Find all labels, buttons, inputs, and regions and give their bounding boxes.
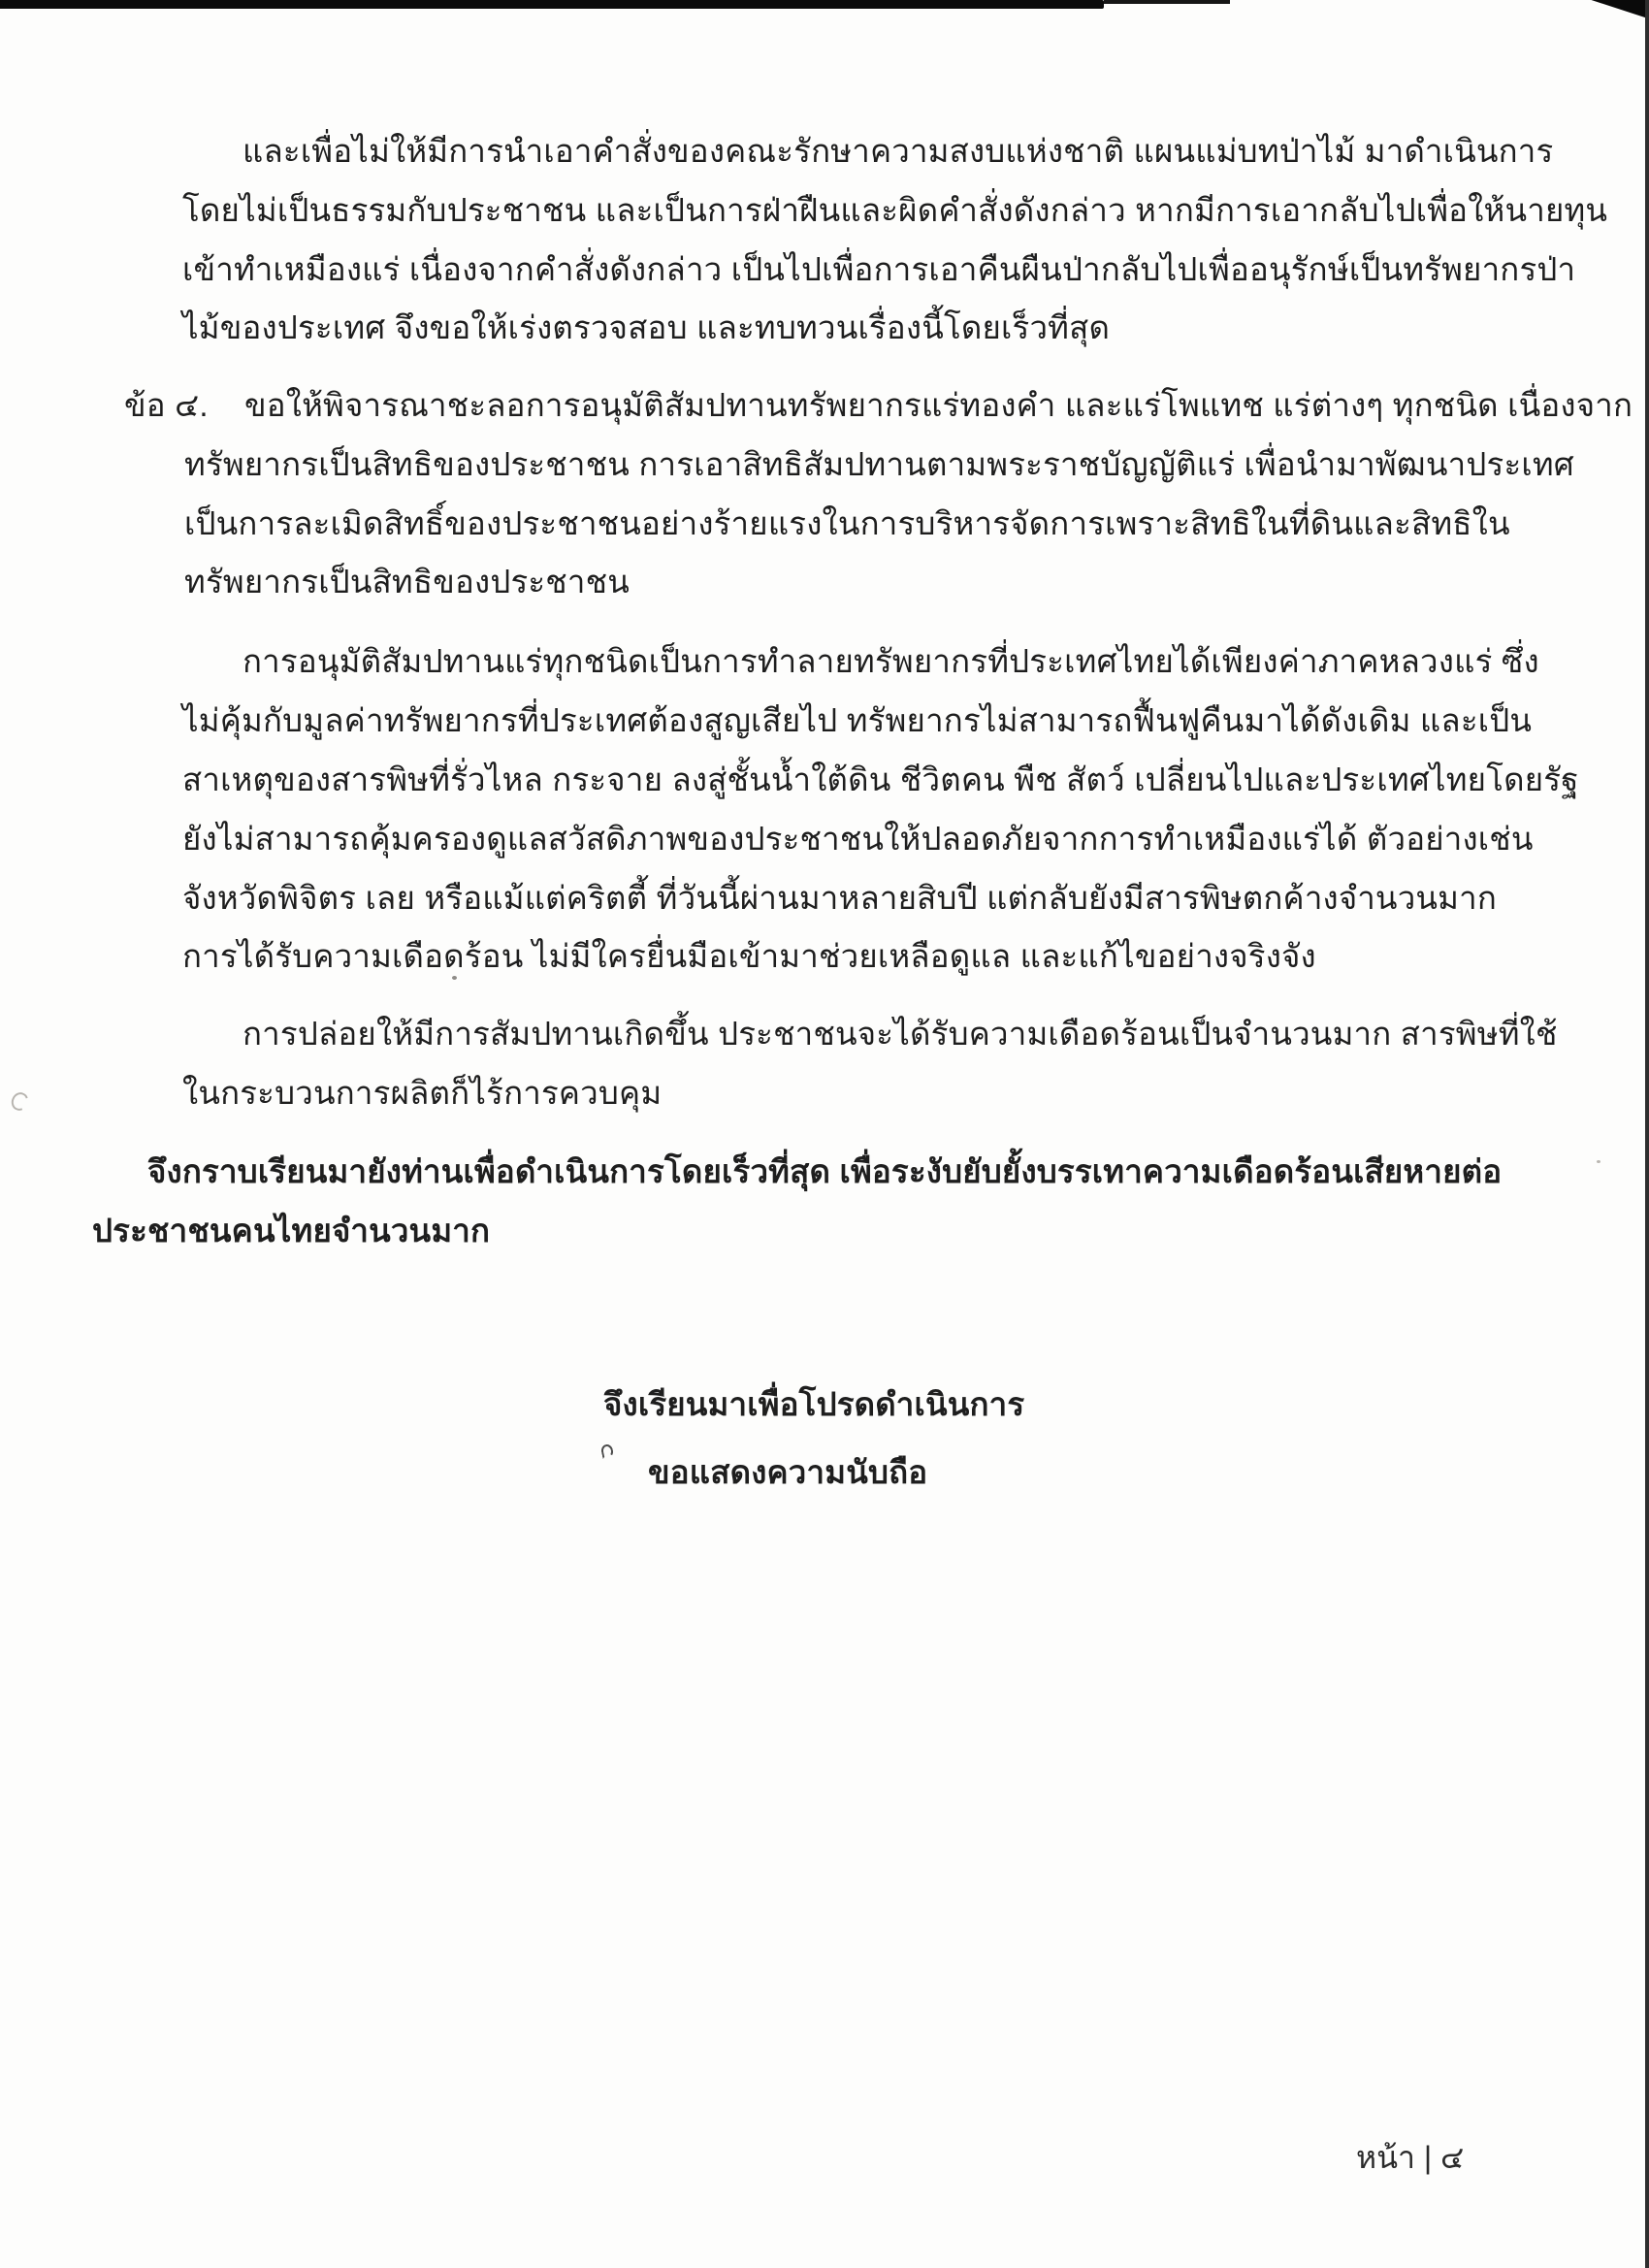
closing-line: จึงกราบเรียนมายังท่านเพื่อดำเนินการโดยเร็วที่สุด เพื่อระงับยับยั้งบรรเทาความเดือดร้อนเสียหายต่อ	[147, 1153, 1503, 1189]
scan-artifact-right-edge	[1645, 0, 1649, 2268]
signoff-request-line: จึงเรียนมาเพื่อโปรดดำเนินการ	[603, 1386, 1025, 1422]
paragraph3-line: สาเหตุของสารพิษที่รั่วไหล กระจาย ลงสู่ชั้นน้ำใต้ดิน ชีวิตคน พืช สัตว์ เปลี่ยนไปและประเทศไทยโดยรัฐ	[182, 761, 1579, 797]
page-number: หน้า | ๔	[1356, 2140, 1465, 2175]
paragraph4-line: การปล่อยให้มีการสัมปทานเกิดขึ้น ประชาชนจะได้รับความเดือดร้อนเป็นจำนวนมาก สารพิษที่ใช้	[242, 1016, 1558, 1052]
paragraph3-line: จังหวัดพิจิตร เลย หรือแม้แต่คริตตี้ ที่วันนี้ผ่านมาหลายสิบปี แต่กลับยังมีสารพิษตกค้างจำนวนมาก	[182, 880, 1498, 916]
paragraph3-line: ไม่คุ้มกับมูลค่าทรัพยากรที่ประเทศต้องสูญเสียไป ทรัพยากรไม่สามารถฟื้นฟูคืนมาได้ดังเดิม และเป็น	[182, 702, 1533, 738]
scan-artifact-stray-mark	[600, 1443, 615, 1459]
scan-artifact-top-bar-thin	[1104, 0, 1230, 4]
scan-artifact-speck	[1597, 1160, 1600, 1163]
clause4-line: เป็นการละเมิดสิทธิ์ของประชาชนอย่างร้ายแรงในการบริหารจัดการเพราะสิทธิในที่ดินและสิทธิใน	[184, 505, 1510, 541]
closing-line: ประชาชนคนไทยจำนวนมาก	[92, 1213, 491, 1248]
paragraph3-line: การได้รับความเดือดร้อน ไม่มีใครยื่นมือเข้ามาช่วยเหลือดูแล และแก้ไขอย่างจริงจัง	[182, 938, 1316, 974]
clause4-line: ทรัพยากรเป็นสิทธิของประชาชน	[184, 564, 630, 599]
paragraph1-line: โดยไม่เป็นธรรมกับประชาชน และเป็นการฝ่าฝืนและผิดคำสั่งดังกล่าว หากมีการเอากลับไปเพื่อให้นายทุน	[182, 192, 1608, 228]
paragraph3-line: ยังไม่สามารถคุ้มครองดูแลสวัสดิภาพของประชาชนให้ปลอดภัยจากการทำเหมืองแร่ได้ ตัวอย่างเช่น	[182, 821, 1534, 857]
paragraph1-line: และเพื่อไม่ให้มีการนำเอาคำสั่งของคณะรักษาความสงบแห่งชาติ แผนแม่บทป่าไม้ มาดำเนินการ	[242, 133, 1554, 169]
paragraph1-line: เข้าทำเหมืองแร่ เนื่องจากคำสั่งดังกล่าว เป็นไปเพื่อการเอาคืนผืนป่ากลับไปเพื่ออนุรักษ์เป็นทรัพยากรป่า	[182, 251, 1576, 287]
clause4-line: ขอให้พิจารณาชะลอการอนุมัติสัมปทานทรัพยากรแร่ทองคำ และแร่โพแทช แร่ต่างๆ ทุกชนิด เนื่องจาก	[244, 387, 1633, 423]
signoff-respect-line: ขอแสดงความนับถือ	[648, 1454, 928, 1490]
clause4-label: ข้อ ๔.	[124, 387, 209, 423]
scan-artifact-top-bar	[0, 0, 1104, 9]
paragraph1-line: ไม้ของประเทศ จึงขอให้เร่งตรวจสอบ และทบทวนเรื่องนี้โดยเร็วที่สุด	[182, 309, 1111, 345]
paragraph4-line: ในกระบวนการผลิตก็ไร้การควบคุม	[182, 1075, 663, 1111]
scan-artifact-left-curl	[9, 1089, 31, 1113]
paragraph3-line: การอนุมัติสัมปทานแร่ทุกชนิดเป็นการทำลายทรัพยากรที่ประเทศไทยได้เพียงค่าภาคหลวงแร่ ซึ่ง	[242, 643, 1539, 679]
scan-artifact-top-right-corner	[1573, 0, 1649, 19]
clause4-line: ทรัพยากรเป็นสิทธิของประชาชน การเอาสิทธิสัมปทานตามพระราชบัญญัติแร่ เพื่อนำมาพัฒนาประเทศ	[184, 446, 1574, 482]
